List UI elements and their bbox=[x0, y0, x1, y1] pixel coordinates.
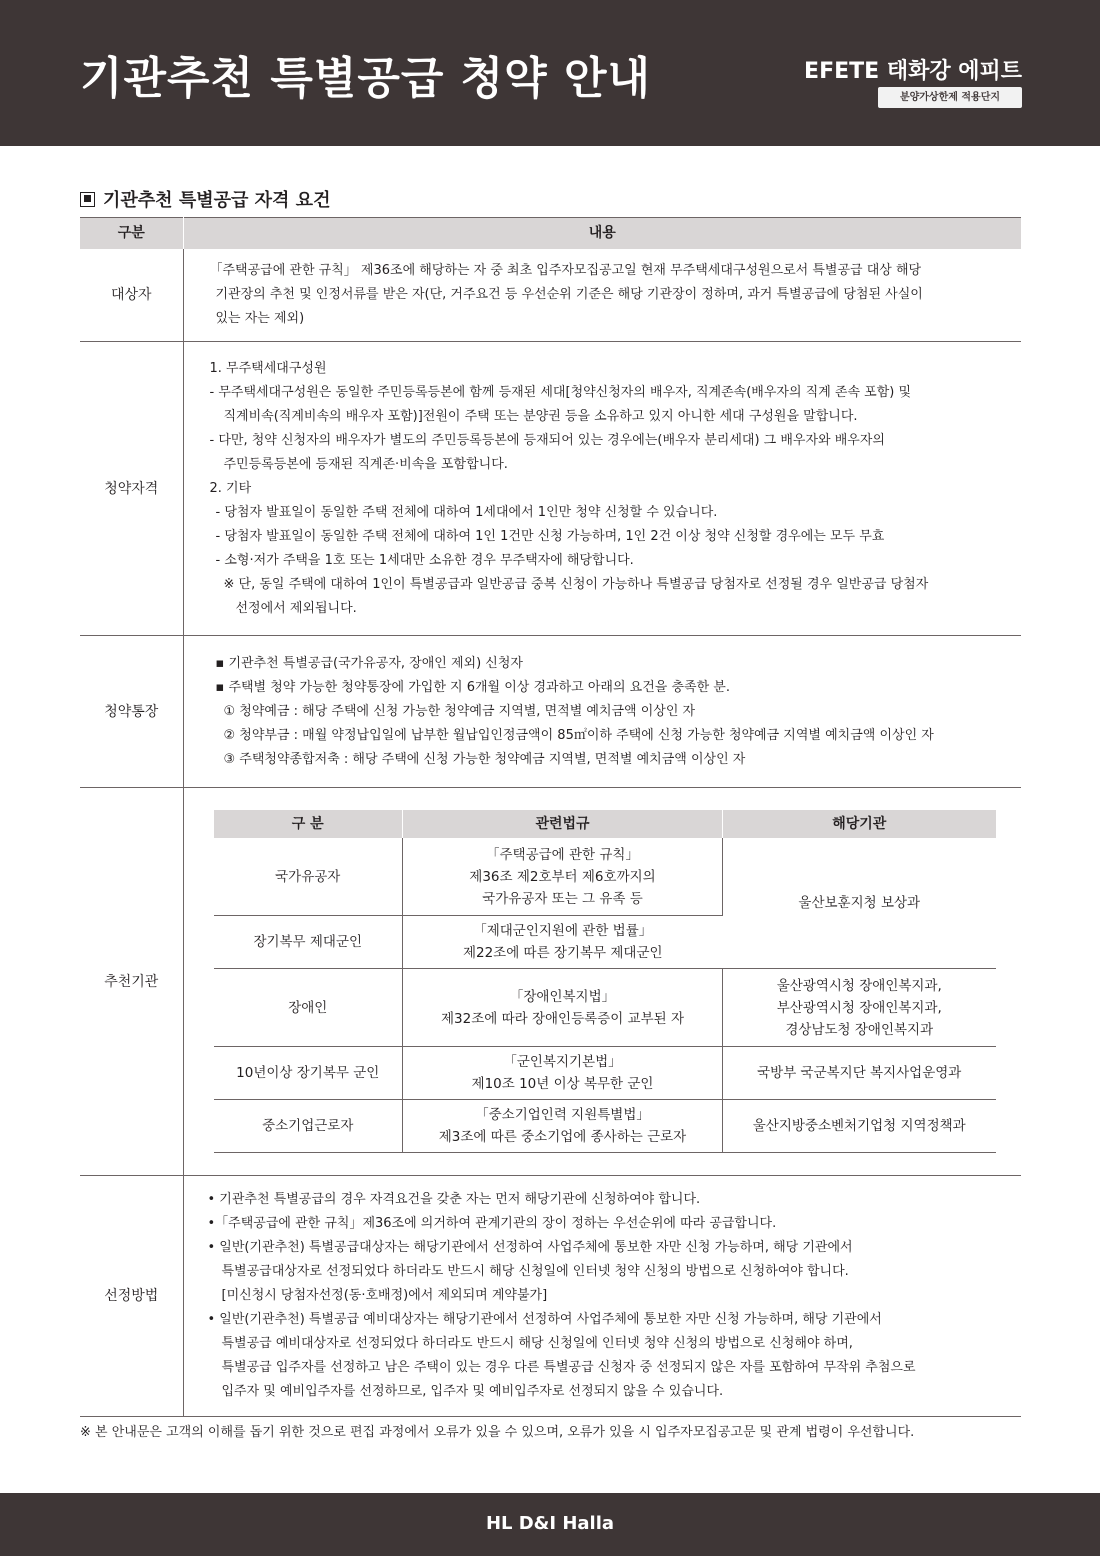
row-label: 청약통장 bbox=[80, 636, 183, 788]
law-line: 제22조에 따른 장기복무 제대군인 bbox=[462, 945, 663, 962]
text-line: - 당첨자 발표일이 동일한 주택 전체에 대하여 1세대에서 1인만 청약 신청할 수 있습니다. bbox=[215, 504, 718, 520]
text-line: ※ 단, 동일 주택에 대하여 1인이 특별공급과 일반공급 중복 신청이 가능하나 특별공급 당첨자로 선정될 경우 일반공급 당첨자 bbox=[223, 576, 929, 592]
text-line: •「주택공급에 관한 규칙」제36조에 의거하여 관계기관의 장이 정하는 우선순위에 따라 공급합니다. bbox=[207, 1216, 777, 1231]
law-line: 제36조 제2호부터 제6호까지의 bbox=[469, 868, 656, 885]
agency-name bbox=[723, 838, 996, 969]
text-line: 「주택공급에 관한 규칙」 제36조에 해당하는 자 중 최초 입주자모집공고일 현재 무주택세대구성원으로서 특별공급 대상 해당 bbox=[209, 262, 922, 278]
text-line: ② 청약부금 : 매월 약정납입일에 납부한 월납입인정금액이 85㎡이하 주택에 신청 가능한 청약예금 지역별 예치금액 이상인 자 bbox=[223, 727, 934, 743]
text-line: ③ 주택청약종합저축 : 해당 주택에 신청 가능한 청약예금 지역별, 면적별 예치금액 이상인 자 bbox=[223, 751, 746, 767]
agency-name bbox=[723, 1100, 996, 1153]
agency-law bbox=[403, 969, 723, 1047]
agency-category: 국가유공자 bbox=[214, 838, 403, 916]
agency-header-law: 관련법규 bbox=[403, 810, 723, 838]
qualification-table bbox=[80, 217, 1021, 1417]
agency-header-agency: 해당기관 bbox=[723, 810, 996, 838]
agency-category: 장기복무 제대군인 bbox=[214, 916, 403, 969]
table-row bbox=[214, 1047, 996, 1100]
complex-badge: 분양가상한제 적용단지 bbox=[878, 87, 1022, 108]
section-title-text: 기관추천 특별공급 자격 요건 bbox=[103, 190, 331, 211]
law-line: 제10조 10년 이상 복무한 군인 bbox=[471, 1076, 654, 1093]
text-line: ▪ 주택별 청약 가능한 청약통장에 가입한 지 6개월 이상 경과하고 아래의 요건을 충족한 분. bbox=[215, 679, 730, 695]
square-bullet-icon bbox=[80, 192, 95, 207]
brand-name: EFETE 태화강 에피트 bbox=[804, 59, 1022, 84]
text-line: - 다만, 청약 신청자의 배우자가 별도의 주민등록등본에 등재되어 있는 경우에는(배우자 분리세대) 그 배우자와 배우자의 bbox=[209, 432, 885, 448]
law-line: 제3조에 따른 중소기업에 종사하는 근로자 bbox=[438, 1129, 687, 1146]
agency-line: 국방부 국군복지단 복지사업운영과 bbox=[757, 1065, 962, 1082]
table-row-eligibility bbox=[80, 342, 1021, 636]
text-line: 특별공급 입주자를 선정하고 남은 주택이 있는 경우 다른 특별공급 신청자 중 선정되지 않은 자를 포함하여 무작위 추첨으로 bbox=[221, 1360, 916, 1375]
agency-table bbox=[214, 810, 996, 1154]
page-footer bbox=[0, 1493, 1100, 1556]
table-row-agency bbox=[80, 788, 1021, 1176]
text-line: ① 청약예금 : 해당 주택에 신청 가능한 청약예금 지역별, 면적별 예치금액 이상인 자 bbox=[223, 703, 696, 719]
text-line: ▪ 기관추천 특별공급(국가유공자, 장애인 제외) 신청자 bbox=[215, 655, 523, 671]
agency-category: 중소기업근로자 bbox=[214, 1100, 403, 1153]
agency-law bbox=[403, 916, 723, 969]
law-line: 「장애인복지법」 bbox=[509, 988, 616, 1005]
table-row bbox=[214, 838, 996, 916]
table-header-row bbox=[80, 218, 1021, 249]
row-label: 선정방법 bbox=[80, 1176, 183, 1417]
table-row-selection bbox=[80, 1176, 1021, 1417]
row-label: 청약자격 bbox=[80, 342, 183, 636]
agency-line: 부산광역시청 장애인복지과, bbox=[776, 999, 942, 1016]
text-line: 직계비속(직계비속의 배우자 포함)]전원이 주택 또는 분양권 등을 소유하고 있지 아니한 세대 구성원을 말합니다. bbox=[223, 408, 858, 424]
law-line: 「군인복지기본법」 bbox=[503, 1054, 622, 1071]
text-line: [미신청시 당첨자선정(동·호배정)에서 제외되며 계약불가] bbox=[221, 1288, 548, 1303]
agency-line: 울산지방중소벤처기업청 지역정책과 bbox=[752, 1118, 966, 1135]
agency-header-row bbox=[214, 810, 996, 838]
text-line: - 무주택세대구성원은 동일한 주민등록등본에 함께 등재된 세대[청약신청자의 배우자, 직계존속(배우자의 직계 존속 포함) 및 bbox=[209, 384, 912, 400]
company-logo: HL D&I Halla bbox=[485, 1513, 615, 1534]
law-line: 「중소기업인력 지원특별법」 bbox=[475, 1107, 650, 1124]
table-row bbox=[214, 1100, 996, 1153]
section-title bbox=[80, 186, 330, 212]
row-content bbox=[183, 636, 1021, 788]
agency-name bbox=[723, 969, 996, 1047]
agency-line: 울산광역시청 장애인복지과, bbox=[776, 977, 942, 994]
table-row-target bbox=[80, 249, 1021, 342]
text-line: • 일반(기관추천) 특별공급 예비대상자는 해당기관에서 선정하여 사업주체에 통보한 자만 신청 가능하며, 해당 기관에서 bbox=[207, 1312, 882, 1327]
law-line: 「제대군인지원에 관한 법률」 bbox=[473, 923, 653, 940]
agency-header-category: 구 분 bbox=[214, 810, 403, 838]
text-line: 특별공급 예비대상자로 선정되었다 하더라도 반드시 해당 신청일에 인터넷 청약 신청의 방법으로 신청해야 하며, bbox=[221, 1336, 853, 1351]
text-line: 1. 무주택세대구성원 bbox=[209, 360, 327, 376]
text-line: - 소형·저가 주택을 1호 또는 1세대만 소유한 경우 무주택자에 해당합니다. bbox=[215, 552, 634, 568]
agency-line: 경상남도청 장애인복지과 bbox=[785, 1021, 934, 1038]
agency-law bbox=[403, 1047, 723, 1100]
text-line: 기관장의 추천 및 인정서류를 받은 자(단, 거주요건 등 우선순위 기준은 해당 기관장이 정하며, 과거 특별공급에 당첨된 사실이 bbox=[215, 286, 923, 302]
agency-category: 장애인 bbox=[214, 969, 403, 1047]
row-label: 추천기관 bbox=[80, 788, 183, 1176]
header-content: 내용 bbox=[183, 218, 1021, 249]
table-row bbox=[214, 969, 996, 1047]
row-content bbox=[183, 788, 1021, 1176]
text-line: 특별공급대상자로 선정되었다 하더라도 반드시 해당 신청일에 인터넷 청약 신청의 방법으로 신청하여야 합니다. bbox=[221, 1264, 849, 1279]
row-content bbox=[183, 249, 1021, 342]
agency-law bbox=[403, 1100, 723, 1153]
agency-category: 10년이상 장기복무 군인 bbox=[214, 1047, 403, 1100]
text-line: • 기관추천 특별공급의 경우 자격요건을 갖춘 자는 먼저 해당기관에 신청하여야 합니다. bbox=[207, 1192, 701, 1207]
agency-line: 울산보훈지청 보상과 bbox=[798, 895, 921, 911]
text-line: 2. 기타 bbox=[209, 480, 252, 496]
row-label: 대상자 bbox=[80, 249, 183, 342]
page-title: 기관추천 특별공급 청약 안내 bbox=[80, 53, 652, 104]
page-header bbox=[0, 0, 1100, 146]
text-line: - 당첨자 발표일이 동일한 주택 전체에 대하여 1인 1건만 신청 가능하며, 1인 2건 이상 청약 신청할 경우에는 모두 무효 bbox=[215, 528, 885, 544]
law-line: 제32조에 따라 장애인등록증이 교부된 자 bbox=[441, 1010, 684, 1027]
agency-law bbox=[403, 838, 723, 916]
law-line: 국가유공자 또는 그 유족 등 bbox=[482, 890, 643, 907]
text-line: 주민등록등본에 등재된 직계존·비속을 포함합니다. bbox=[223, 456, 508, 472]
disclaimer-footnote: ※ 본 안내문은 고객의 이해를 돕기 위한 것으로 편집 과정에서 오류가 있을 수 있으며, 오류가 있을 시 입주자모집공고문 및 관계 법령이 우선합니다. bbox=[80, 1425, 915, 1440]
text-line: 선정에서 제외됩니다. bbox=[235, 600, 357, 616]
text-line: 입주자 및 예비입주자를 선정하므로, 입주자 및 예비입주자로 선정되지 않을 수 있습니다. bbox=[221, 1384, 724, 1399]
text-line: 있는 자는 제외) bbox=[215, 310, 305, 326]
law-line: 「주택공급에 관한 규칙」 bbox=[486, 846, 639, 863]
agency-name bbox=[723, 1047, 996, 1100]
row-content bbox=[183, 1176, 1021, 1417]
text-line: • 일반(기관추천) 특별공급대상자는 해당기관에서 선정하여 사업주체에 통보한 자만 신청 가능하며, 해당 기관에서 bbox=[207, 1240, 853, 1255]
table-row-account bbox=[80, 636, 1021, 788]
header-category: 구분 bbox=[80, 218, 183, 249]
row-content bbox=[183, 342, 1021, 636]
